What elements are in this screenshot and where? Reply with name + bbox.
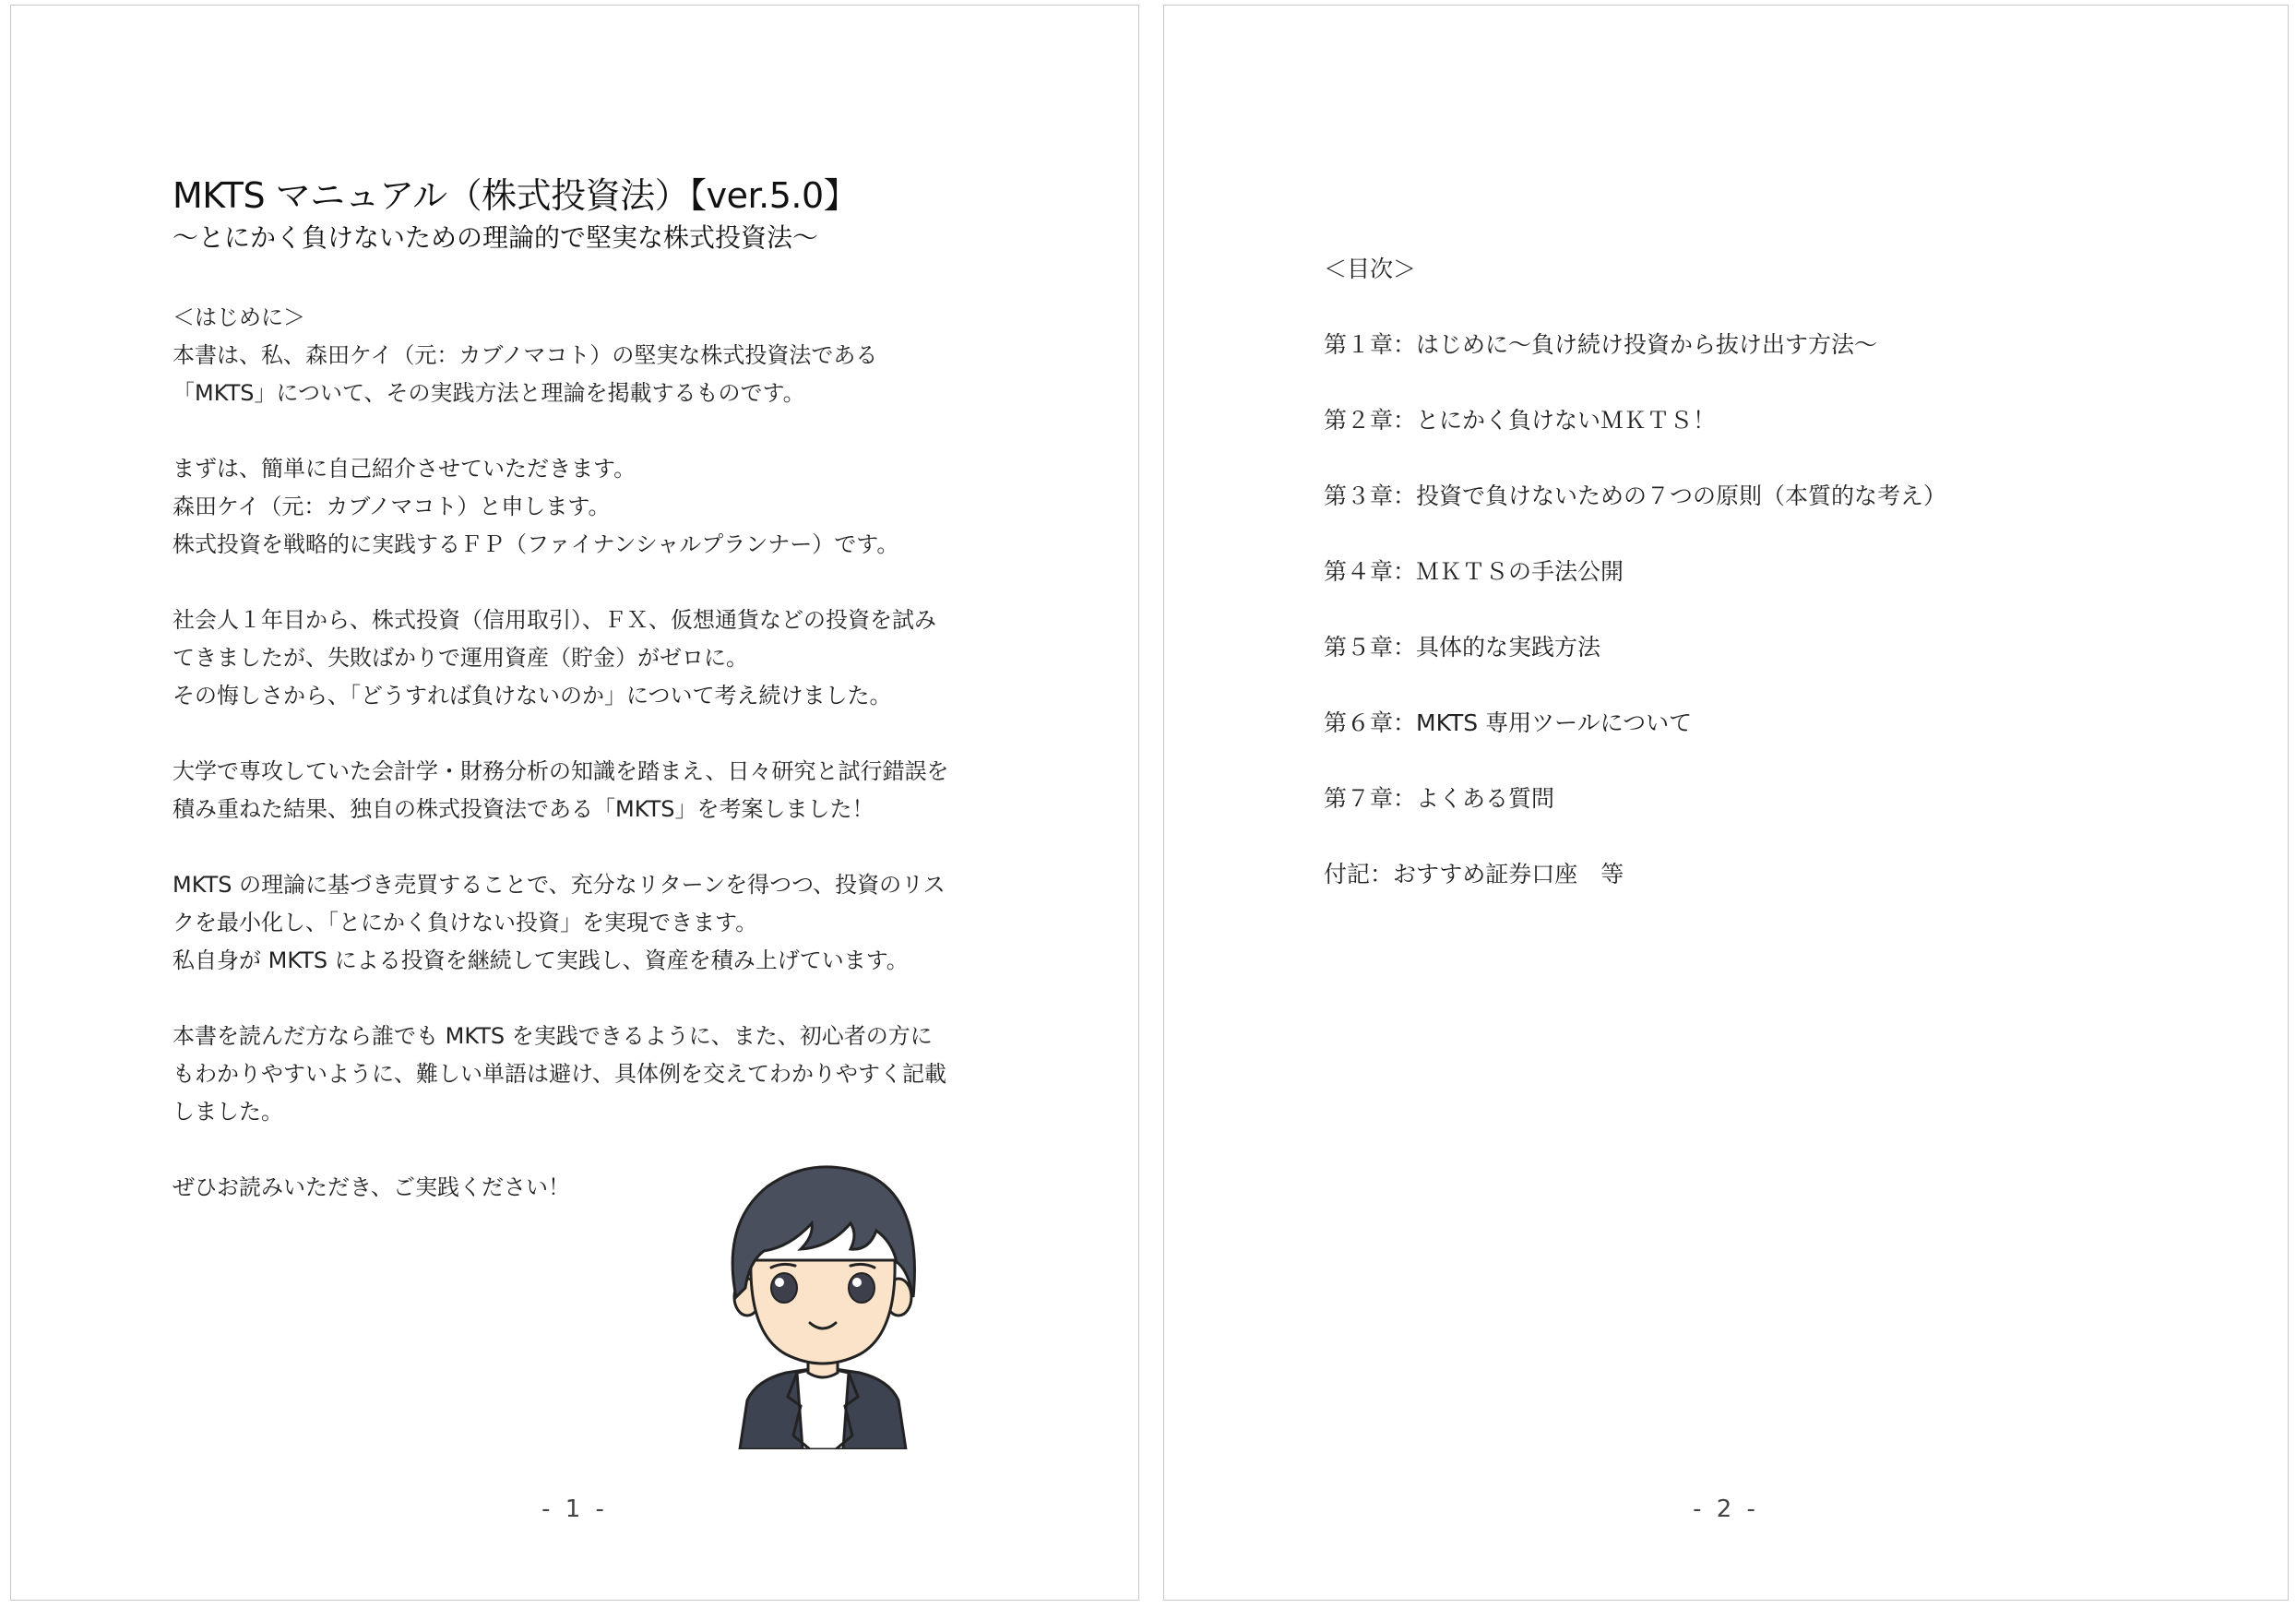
paragraph-gap — [172, 828, 1021, 866]
body-line: 本書を読んだ方なら誰でも MKTS を実践できるように、また、初心者の方に — [172, 1023, 933, 1049]
page-1 — [10, 5, 1139, 1601]
toc-item-chapter-1: 第１章：はじめに～負け続け投資から抜け出す方法～ — [1324, 331, 1878, 358]
toc-item-chapter-2: 第２章：とにかく負けないＭＫＴＳ！ — [1324, 407, 1717, 434]
document-title: MKTS マニュアル（株式投資法）【ver.5.0】 — [172, 175, 859, 216]
body-line: しました。 — [172, 1099, 283, 1125]
paragraph-gap — [172, 412, 1021, 450]
body-line: MKTS の理論に基づき売買することで、充分なリターンを得つつ、投資のリス — [172, 872, 946, 898]
introduction-body — [172, 299, 1021, 1207]
toc-item-chapter-6: 第６章：MKTS 専用ツールについて — [1324, 709, 1693, 736]
page-2 — [1163, 5, 2289, 1601]
body-line: 本書は、私、森田ケイ（元：カブノマコト）の堅実な株式投資法である — [172, 342, 878, 368]
body-line: ぜひお読みいただき、ご実践ください！ — [172, 1174, 571, 1200]
document-subtitle: ～とにかく負けないための理論的で堅実な株式投資法～ — [172, 222, 819, 253]
body-line: もわかりやすいように、難しい単語は避け、具体例を交えてわかりやすく記載 — [172, 1061, 947, 1087]
body-line: 森田ケイ（元：カブノマコト）と申します。 — [172, 494, 611, 519]
page-number: - 2 - — [1693, 1495, 1759, 1523]
paragraph-gap — [172, 980, 1021, 1018]
toc-item-appendix: 付記：おすすめ証券口座 等 — [1324, 861, 1624, 887]
body-line: 積み重ねた結果、独自の株式投資法である「MKTS」を考案しました！ — [172, 796, 874, 822]
body-line: てきましたが、失敗ばかりで運用資産（貯金）がゼロに。 — [172, 645, 748, 671]
author-avatar-illustration — [712, 1159, 934, 1449]
paragraph-gap — [172, 564, 1021, 602]
toc-item-chapter-3: 第３章：投資で負けないための７つの原則（本質的な考え） — [1324, 482, 1947, 509]
body-line: 私自身が MKTS による投資を継続して実践し、資産を積み上げています。 — [172, 947, 909, 973]
body-line: まずは、簡単に自己紹介させていただきます。 — [172, 456, 636, 482]
intro-heading: ＜はじめに＞ — [172, 304, 305, 330]
paragraph-gap — [172, 715, 1021, 753]
toc-item-chapter-5: 第５章：具体的な実践方法 — [1324, 634, 1601, 661]
toc-heading: ＜目次＞ — [1324, 256, 1417, 282]
table-of-contents — [1324, 253, 1946, 934]
toc-item-chapter-7: 第７章：よくある質問 — [1324, 785, 1555, 812]
body-line: 「MKTS」について、その実践方法と理論を掲載するものです。 — [172, 380, 805, 406]
toc-item-chapter-4: 第４章：ＭＫＴＳの手法公開 — [1324, 558, 1624, 585]
body-line: 株式投資を戦略的に実践するＦＰ（ファイナンシャルプランナー）です。 — [172, 531, 899, 557]
body-line: 大学で専攻していた会計学・財務分析の知識を踏まえ、日々研究と試行錯誤を — [172, 758, 949, 784]
page-number: - 1 - — [541, 1495, 608, 1523]
body-line: その悔しさから、「どうすれば負けないのか」について考え続けました。 — [172, 683, 892, 709]
body-line: クを最小化し、「とにかく負けない投資」を実現できます。 — [172, 910, 758, 935]
body-line: 社会人１年目から、株式投資（信用取引）、ＦＸ、仮想通貨などの投資を試み — [172, 607, 936, 633]
